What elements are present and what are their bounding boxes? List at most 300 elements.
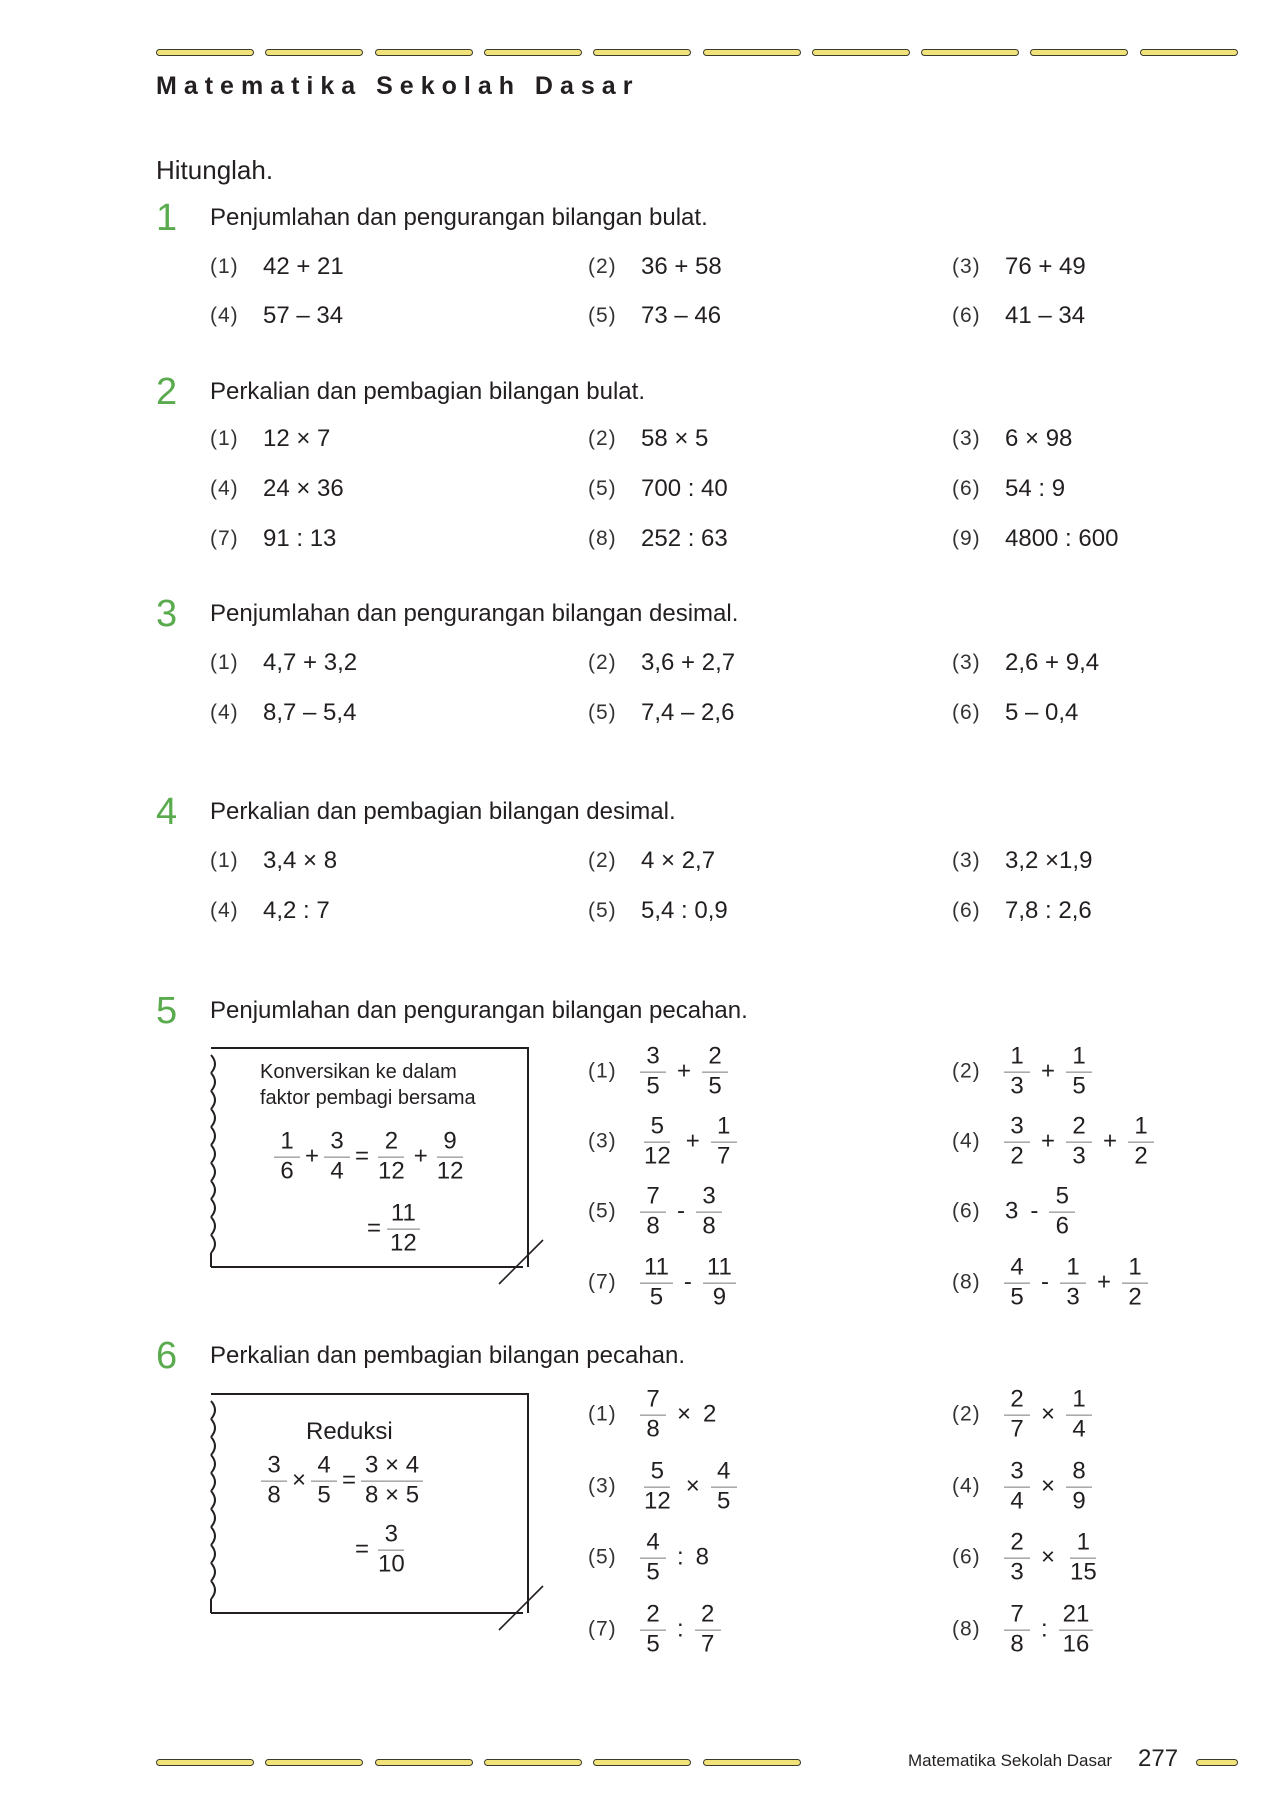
math-term: 252 : 63 — [641, 525, 728, 552]
problem-number: (7) — [210, 527, 239, 550]
math-term: + — [1103, 1128, 1118, 1155]
fraction-numerator: 2 — [695, 1602, 721, 1631]
section-number: 6 — [156, 1335, 178, 1377]
fraction-numerator: 11 — [703, 1255, 736, 1284]
problem-item — [952, 425, 1075, 453]
math-term: - — [1041, 1269, 1049, 1296]
problem-item — [588, 847, 718, 875]
math-term: - — [1030, 1198, 1039, 1225]
fraction-numerator: 7 — [640, 1387, 666, 1416]
problem-item — [588, 1114, 739, 1171]
fraction-denominator: 12 — [644, 1142, 671, 1170]
math-term: 91 : 13 — [263, 525, 337, 552]
fraction-numerator: 8 — [1066, 1459, 1092, 1488]
problem-expression — [260, 302, 346, 330]
fraction — [261, 1453, 287, 1510]
problem-item — [588, 897, 731, 925]
fraction — [386, 1201, 421, 1258]
problem-expression — [638, 1044, 730, 1101]
fraction-denominator: 5 — [708, 1072, 722, 1100]
problem-item — [210, 253, 347, 281]
fraction-numerator: 4 — [640, 1530, 666, 1559]
math-term: = — [355, 1143, 370, 1170]
fraction-denominator: 7 — [717, 1142, 731, 1170]
math-term: 41 – 34 — [1005, 302, 1086, 329]
problem-expression — [260, 649, 360, 677]
problem-expression — [1002, 847, 1095, 875]
math-term: = — [367, 1215, 382, 1242]
problem-number: (4) — [210, 477, 239, 500]
problem-number: (4) — [210, 899, 239, 922]
problem-number: (1) — [588, 1403, 617, 1426]
problem-number: (1) — [210, 651, 239, 674]
problem-number: (8) — [588, 527, 617, 550]
fraction-numerator: 2 — [702, 1044, 728, 1073]
fraction-denominator: 8 — [267, 1481, 281, 1509]
problem-expression — [638, 1387, 719, 1444]
fraction-numerator: 1 — [1060, 1255, 1086, 1284]
math-term: 3,4 × 8 — [263, 847, 338, 874]
fraction-denominator: 2 — [1134, 1142, 1148, 1170]
math-term: 2,6 + 9,4 — [1005, 649, 1100, 676]
math-term: 36 + 58 — [641, 253, 722, 280]
math-term: × — [1041, 1544, 1056, 1571]
problem-item — [210, 897, 333, 925]
problem-number: (4) — [210, 304, 239, 327]
fraction-numerator: 11 — [387, 1201, 420, 1230]
problem-item — [210, 525, 339, 553]
problem-number: (5) — [588, 1546, 617, 1569]
fraction — [1066, 1044, 1092, 1101]
fraction — [374, 1522, 409, 1579]
problem-number: (1) — [210, 427, 239, 450]
problem-expression — [638, 649, 738, 677]
math-term: = — [342, 1467, 357, 1494]
decorative-dash — [703, 1759, 801, 1766]
problem-expression — [638, 425, 711, 453]
fraction-denominator: 16 — [1062, 1630, 1090, 1658]
problem-item — [588, 1530, 712, 1587]
problem-item — [952, 1602, 1095, 1659]
problem-expression — [1002, 1459, 1094, 1516]
fraction-numerator: 1 — [274, 1129, 300, 1158]
fraction-denominator: 12 — [378, 1157, 405, 1185]
section-title: Penjumlahan dan pengurangan bilangan bulat. — [210, 204, 708, 231]
problem-expression — [1002, 1387, 1094, 1444]
math-term: + — [305, 1143, 320, 1170]
problem-item — [952, 1114, 1156, 1171]
problem-number: (7) — [588, 1271, 617, 1294]
problem-expression — [638, 1530, 712, 1587]
fraction-denominator: 3 — [1010, 1072, 1024, 1100]
fraction — [433, 1129, 468, 1186]
page-header-title: Matematika Sekolah Dasar — [156, 72, 640, 100]
decorative-dash — [265, 1759, 363, 1766]
problem-expression — [260, 475, 347, 503]
fraction — [1004, 1459, 1030, 1516]
fraction — [1060, 1255, 1086, 1312]
problem-item — [588, 1044, 730, 1101]
problem-expression — [638, 1114, 739, 1171]
fraction — [640, 1530, 666, 1587]
fraction — [1066, 1530, 1101, 1587]
problem-item — [952, 649, 1102, 677]
fraction — [1122, 1255, 1148, 1312]
fraction-numerator: 1 — [1122, 1255, 1148, 1284]
fraction-numerator: 3 — [1004, 1459, 1030, 1488]
problem-item — [588, 1184, 724, 1241]
problem-item — [952, 1184, 1077, 1241]
problem-item — [588, 1387, 719, 1444]
problem-expression — [638, 253, 725, 281]
math-term: 24 × 36 — [263, 475, 344, 502]
problem-expression — [638, 1255, 738, 1312]
fraction-denominator: 8 — [646, 1415, 660, 1443]
problem-expression — [638, 897, 731, 925]
section-title: Perkalian dan pembagian bilangan bulat. — [210, 378, 645, 405]
decorative-dash — [1196, 1759, 1238, 1766]
math-term: 7,4 – 2,6 — [641, 699, 735, 726]
fraction — [640, 1044, 666, 1101]
fraction — [1004, 1255, 1030, 1312]
problem-expression — [260, 525, 339, 553]
problem-expression — [638, 475, 731, 503]
problem-number: (3) — [952, 849, 981, 872]
problem-number: (2) — [588, 651, 617, 674]
example-result — [364, 1201, 423, 1258]
fraction-numerator: 3 — [261, 1453, 287, 1482]
fraction-denominator: 5 — [646, 1630, 660, 1658]
math-term: × — [1041, 1401, 1056, 1428]
fraction — [640, 1387, 666, 1444]
math-term: : — [1041, 1616, 1048, 1643]
fraction-denominator: 7 — [700, 1630, 715, 1658]
math-term: 12 × 7 — [263, 425, 331, 452]
problem-item — [210, 425, 333, 453]
math-term: - — [683, 1269, 692, 1296]
example-equation — [259, 1453, 425, 1510]
fraction — [640, 1255, 673, 1312]
section-number: 4 — [156, 791, 178, 833]
problem-expression — [1002, 1114, 1156, 1171]
fraction-denominator: 3 — [1072, 1142, 1086, 1170]
problem-item — [952, 1255, 1150, 1312]
problem-number: (6) — [952, 477, 981, 500]
problem-expression — [260, 699, 359, 727]
problem-number: (3) — [588, 1475, 617, 1498]
fraction-denominator: 8 — [702, 1212, 716, 1240]
problem-item — [588, 525, 731, 553]
fraction-denominator: 9 — [1072, 1487, 1086, 1515]
example-caption: Konversikan ke dalam — [260, 1061, 457, 1083]
fraction-denominator: 9 — [712, 1283, 727, 1311]
problem-item — [210, 649, 360, 677]
fraction-numerator: 5 — [644, 1114, 670, 1143]
fraction-numerator: 1 — [711, 1114, 737, 1143]
problem-number: (2) — [952, 1403, 981, 1426]
fraction — [361, 1453, 423, 1510]
page-number: 277 — [1138, 1745, 1179, 1772]
section-title: Penjumlahan dan pengurangan bilangan desimal. — [210, 600, 739, 627]
math-term: 3,2 ×1,9 — [1005, 847, 1093, 874]
math-term: 3,6 + 2,7 — [641, 649, 736, 676]
math-term: 3 — [1005, 1198, 1019, 1225]
math-term: : — [677, 1616, 684, 1643]
problem-number: (3) — [952, 255, 981, 278]
problem-item — [210, 302, 346, 330]
fraction-numerator: 7 — [1004, 1602, 1030, 1631]
problem-expression — [1002, 1184, 1077, 1241]
section-number: 3 — [156, 593, 178, 635]
fraction-denominator: 6 — [280, 1157, 294, 1185]
fraction-denominator: 5 — [646, 1558, 660, 1586]
math-term: 4800 : 600 — [1005, 525, 1119, 552]
decorative-dash — [156, 1759, 254, 1766]
problem-number: (6) — [952, 701, 981, 724]
fraction — [1128, 1114, 1154, 1171]
fraction — [640, 1459, 675, 1516]
problem-expression — [1002, 1044, 1094, 1101]
problem-item — [588, 1255, 738, 1312]
fraction-denominator: 8 × 5 — [365, 1481, 420, 1509]
section-number: 2 — [156, 371, 178, 413]
fraction-numerator: 3 — [1004, 1114, 1030, 1143]
math-term: 7,8 : 2,6 — [1005, 897, 1092, 924]
problem-number: (3) — [588, 1130, 617, 1153]
fraction-denominator: 2 — [1128, 1283, 1142, 1311]
problem-expression — [638, 1459, 739, 1516]
problem-expression — [638, 847, 718, 875]
math-term: + — [1041, 1128, 1056, 1155]
problem-item — [952, 1530, 1103, 1587]
fraction-numerator: 2 — [378, 1129, 404, 1158]
math-term: 4,2 : 7 — [263, 897, 330, 924]
problem-expression — [1002, 649, 1102, 677]
decorative-dash — [593, 49, 691, 56]
decorative-dash — [484, 1759, 582, 1766]
fraction-denominator: 5 — [649, 1283, 664, 1311]
math-term: 700 : 40 — [641, 475, 728, 502]
fraction-numerator: 5 — [1049, 1184, 1075, 1213]
math-term: × — [677, 1401, 692, 1428]
problem-item — [588, 699, 737, 727]
problem-item — [588, 425, 711, 453]
fraction — [1049, 1184, 1075, 1241]
math-term: 54 : 9 — [1005, 475, 1066, 502]
footer-book-title: Matematika Sekolah Dasar — [908, 1751, 1113, 1770]
section-number: 1 — [156, 197, 178, 239]
problem-item — [952, 253, 1089, 281]
math-term: × — [685, 1473, 700, 1500]
problem-expression — [260, 425, 333, 453]
fraction — [1066, 1459, 1092, 1516]
problem-number: (6) — [952, 899, 981, 922]
decorative-dash — [703, 49, 801, 56]
fraction-numerator: 7 — [640, 1184, 666, 1213]
problem-number: (5) — [588, 701, 617, 724]
fraction-numerator: 9 — [437, 1129, 463, 1158]
math-term: 4 × 2,7 — [641, 847, 716, 874]
fraction-numerator: 21 — [1059, 1602, 1094, 1631]
problem-number: (1) — [210, 255, 239, 278]
problem-item — [588, 1602, 723, 1659]
problem-expression — [1002, 1255, 1150, 1312]
math-term: 5,4 : 0,9 — [641, 897, 728, 924]
problem-number: (2) — [588, 849, 617, 872]
problem-item — [588, 253, 725, 281]
fraction-numerator: 3 — [696, 1184, 722, 1213]
fraction — [1066, 1114, 1092, 1171]
decorative-dash — [375, 1759, 473, 1766]
math-term: 8,7 – 5,4 — [263, 699, 357, 726]
problem-expression — [1002, 699, 1081, 727]
section-title: Perkalian dan pembagian bilangan desimal. — [210, 798, 676, 825]
fraction — [1004, 1530, 1030, 1587]
fraction-denominator: 5 — [717, 1487, 731, 1515]
math-term: × — [1041, 1473, 1056, 1500]
decorative-dash — [156, 49, 254, 56]
section-title: Perkalian dan pembagian bilangan pecahan. — [210, 1342, 686, 1369]
math-term: + — [685, 1128, 700, 1155]
fraction-numerator: 4 — [1004, 1255, 1030, 1284]
fraction-numerator: 11 — [640, 1255, 673, 1284]
fraction-numerator: 1 — [1070, 1530, 1096, 1559]
problem-expression — [638, 525, 731, 553]
problem-number: (2) — [588, 427, 617, 450]
fraction-numerator: 4 — [311, 1453, 337, 1482]
problem-expression — [1002, 897, 1095, 925]
math-term: 5 – 0,4 — [1005, 699, 1079, 726]
fraction-numerator: 2 — [1004, 1530, 1030, 1559]
problem-expression — [1002, 475, 1068, 503]
fraction-denominator: 12 — [436, 1157, 464, 1185]
decorative-dash — [375, 49, 473, 56]
math-term: × — [292, 1467, 307, 1494]
fraction-denominator: 8 — [1010, 1630, 1024, 1658]
problem-item — [952, 302, 1088, 330]
fraction — [1059, 1602, 1094, 1659]
problem-expression — [638, 1184, 724, 1241]
fraction-numerator: 4 — [711, 1459, 737, 1488]
example-result — [352, 1522, 411, 1579]
problem-expression — [638, 1602, 723, 1659]
math-term: + — [1097, 1269, 1112, 1296]
fraction-denominator: 5 — [646, 1072, 660, 1100]
problem-expression — [1002, 425, 1075, 453]
problem-expression — [638, 302, 724, 330]
fraction-numerator: 2 — [640, 1602, 666, 1631]
fraction — [1004, 1387, 1030, 1444]
problem-number: (6) — [952, 304, 981, 327]
instruction-text: Hitunglah. — [156, 155, 274, 185]
math-term: = — [355, 1536, 370, 1563]
fraction — [695, 1602, 721, 1659]
fraction-numerator: 1 — [1066, 1387, 1092, 1416]
problem-number: (9) — [952, 527, 981, 550]
example-caption: Reduksi — [306, 1418, 393, 1445]
fraction-denominator: 4 — [1010, 1487, 1024, 1515]
fraction — [274, 1129, 300, 1186]
problem-expression — [1002, 302, 1088, 330]
fraction-denominator: 4 — [330, 1157, 344, 1185]
problem-number: (2) — [588, 255, 617, 278]
example-equation — [272, 1129, 469, 1186]
fraction-denominator: 15 — [1070, 1558, 1097, 1586]
fraction — [696, 1184, 722, 1241]
problem-item — [588, 649, 738, 677]
problem-item — [952, 1387, 1094, 1444]
problem-number: (7) — [588, 1618, 617, 1641]
problem-number: (2) — [952, 1060, 981, 1083]
problem-number: (8) — [952, 1271, 981, 1294]
fraction-denominator: 10 — [378, 1550, 405, 1578]
fraction-denominator: 4 — [1072, 1415, 1086, 1443]
math-term: 73 – 46 — [641, 302, 722, 329]
problem-expression — [1002, 253, 1089, 281]
math-term: 6 × 98 — [1005, 425, 1073, 452]
problem-item — [210, 475, 347, 503]
problem-number: (5) — [588, 304, 617, 327]
fraction-numerator: 1 — [1066, 1044, 1092, 1073]
problem-number: (8) — [952, 1618, 981, 1641]
math-term: 42 + 21 — [263, 253, 344, 280]
fraction — [1004, 1044, 1030, 1101]
problem-item — [210, 699, 359, 727]
fraction-numerator: 3 — [640, 1044, 666, 1073]
problem-item — [952, 1459, 1094, 1516]
problem-number: (4) — [952, 1475, 981, 1498]
fraction-numerator: 2 — [1004, 1387, 1030, 1416]
fraction-numerator: 5 — [644, 1459, 670, 1488]
decorative-dash — [1140, 49, 1238, 56]
fraction-numerator: 1 — [1128, 1114, 1154, 1143]
fraction — [711, 1114, 737, 1171]
problem-expression — [260, 847, 340, 875]
math-term: : — [677, 1544, 684, 1571]
math-term: 57 – 34 — [263, 302, 344, 329]
fraction-denominator: 7 — [1010, 1415, 1024, 1443]
fraction-numerator: 1 — [1004, 1044, 1030, 1073]
fraction — [324, 1129, 350, 1186]
fraction — [703, 1255, 736, 1312]
fraction-denominator: 6 — [1055, 1212, 1070, 1240]
math-term: 8 — [695, 1544, 710, 1571]
example-caption: faktor pembagi bersama — [260, 1087, 476, 1109]
fraction-numerator: 2 — [1066, 1114, 1092, 1143]
decorative-dash — [812, 49, 910, 56]
fraction — [1004, 1114, 1030, 1171]
problem-number: (6) — [952, 1546, 981, 1569]
problem-expression — [1002, 1602, 1095, 1659]
math-term: + — [677, 1058, 692, 1085]
decorative-dash — [921, 49, 1019, 56]
problem-item — [952, 525, 1121, 553]
section-number: 5 — [156, 990, 178, 1032]
fraction-denominator: 5 — [1072, 1072, 1086, 1100]
problem-expression — [1002, 1530, 1103, 1587]
fraction-denominator: 12 — [390, 1229, 417, 1257]
math-term: 4,7 + 3,2 — [263, 649, 358, 676]
problem-item — [952, 475, 1068, 503]
problem-item — [952, 897, 1095, 925]
decorative-dash — [1030, 49, 1128, 56]
decorative-dash — [265, 49, 363, 56]
fraction — [640, 1184, 666, 1241]
problem-item — [588, 475, 731, 503]
problem-item — [952, 847, 1095, 875]
problem-number: (4) — [952, 1130, 981, 1153]
fraction — [311, 1453, 337, 1510]
